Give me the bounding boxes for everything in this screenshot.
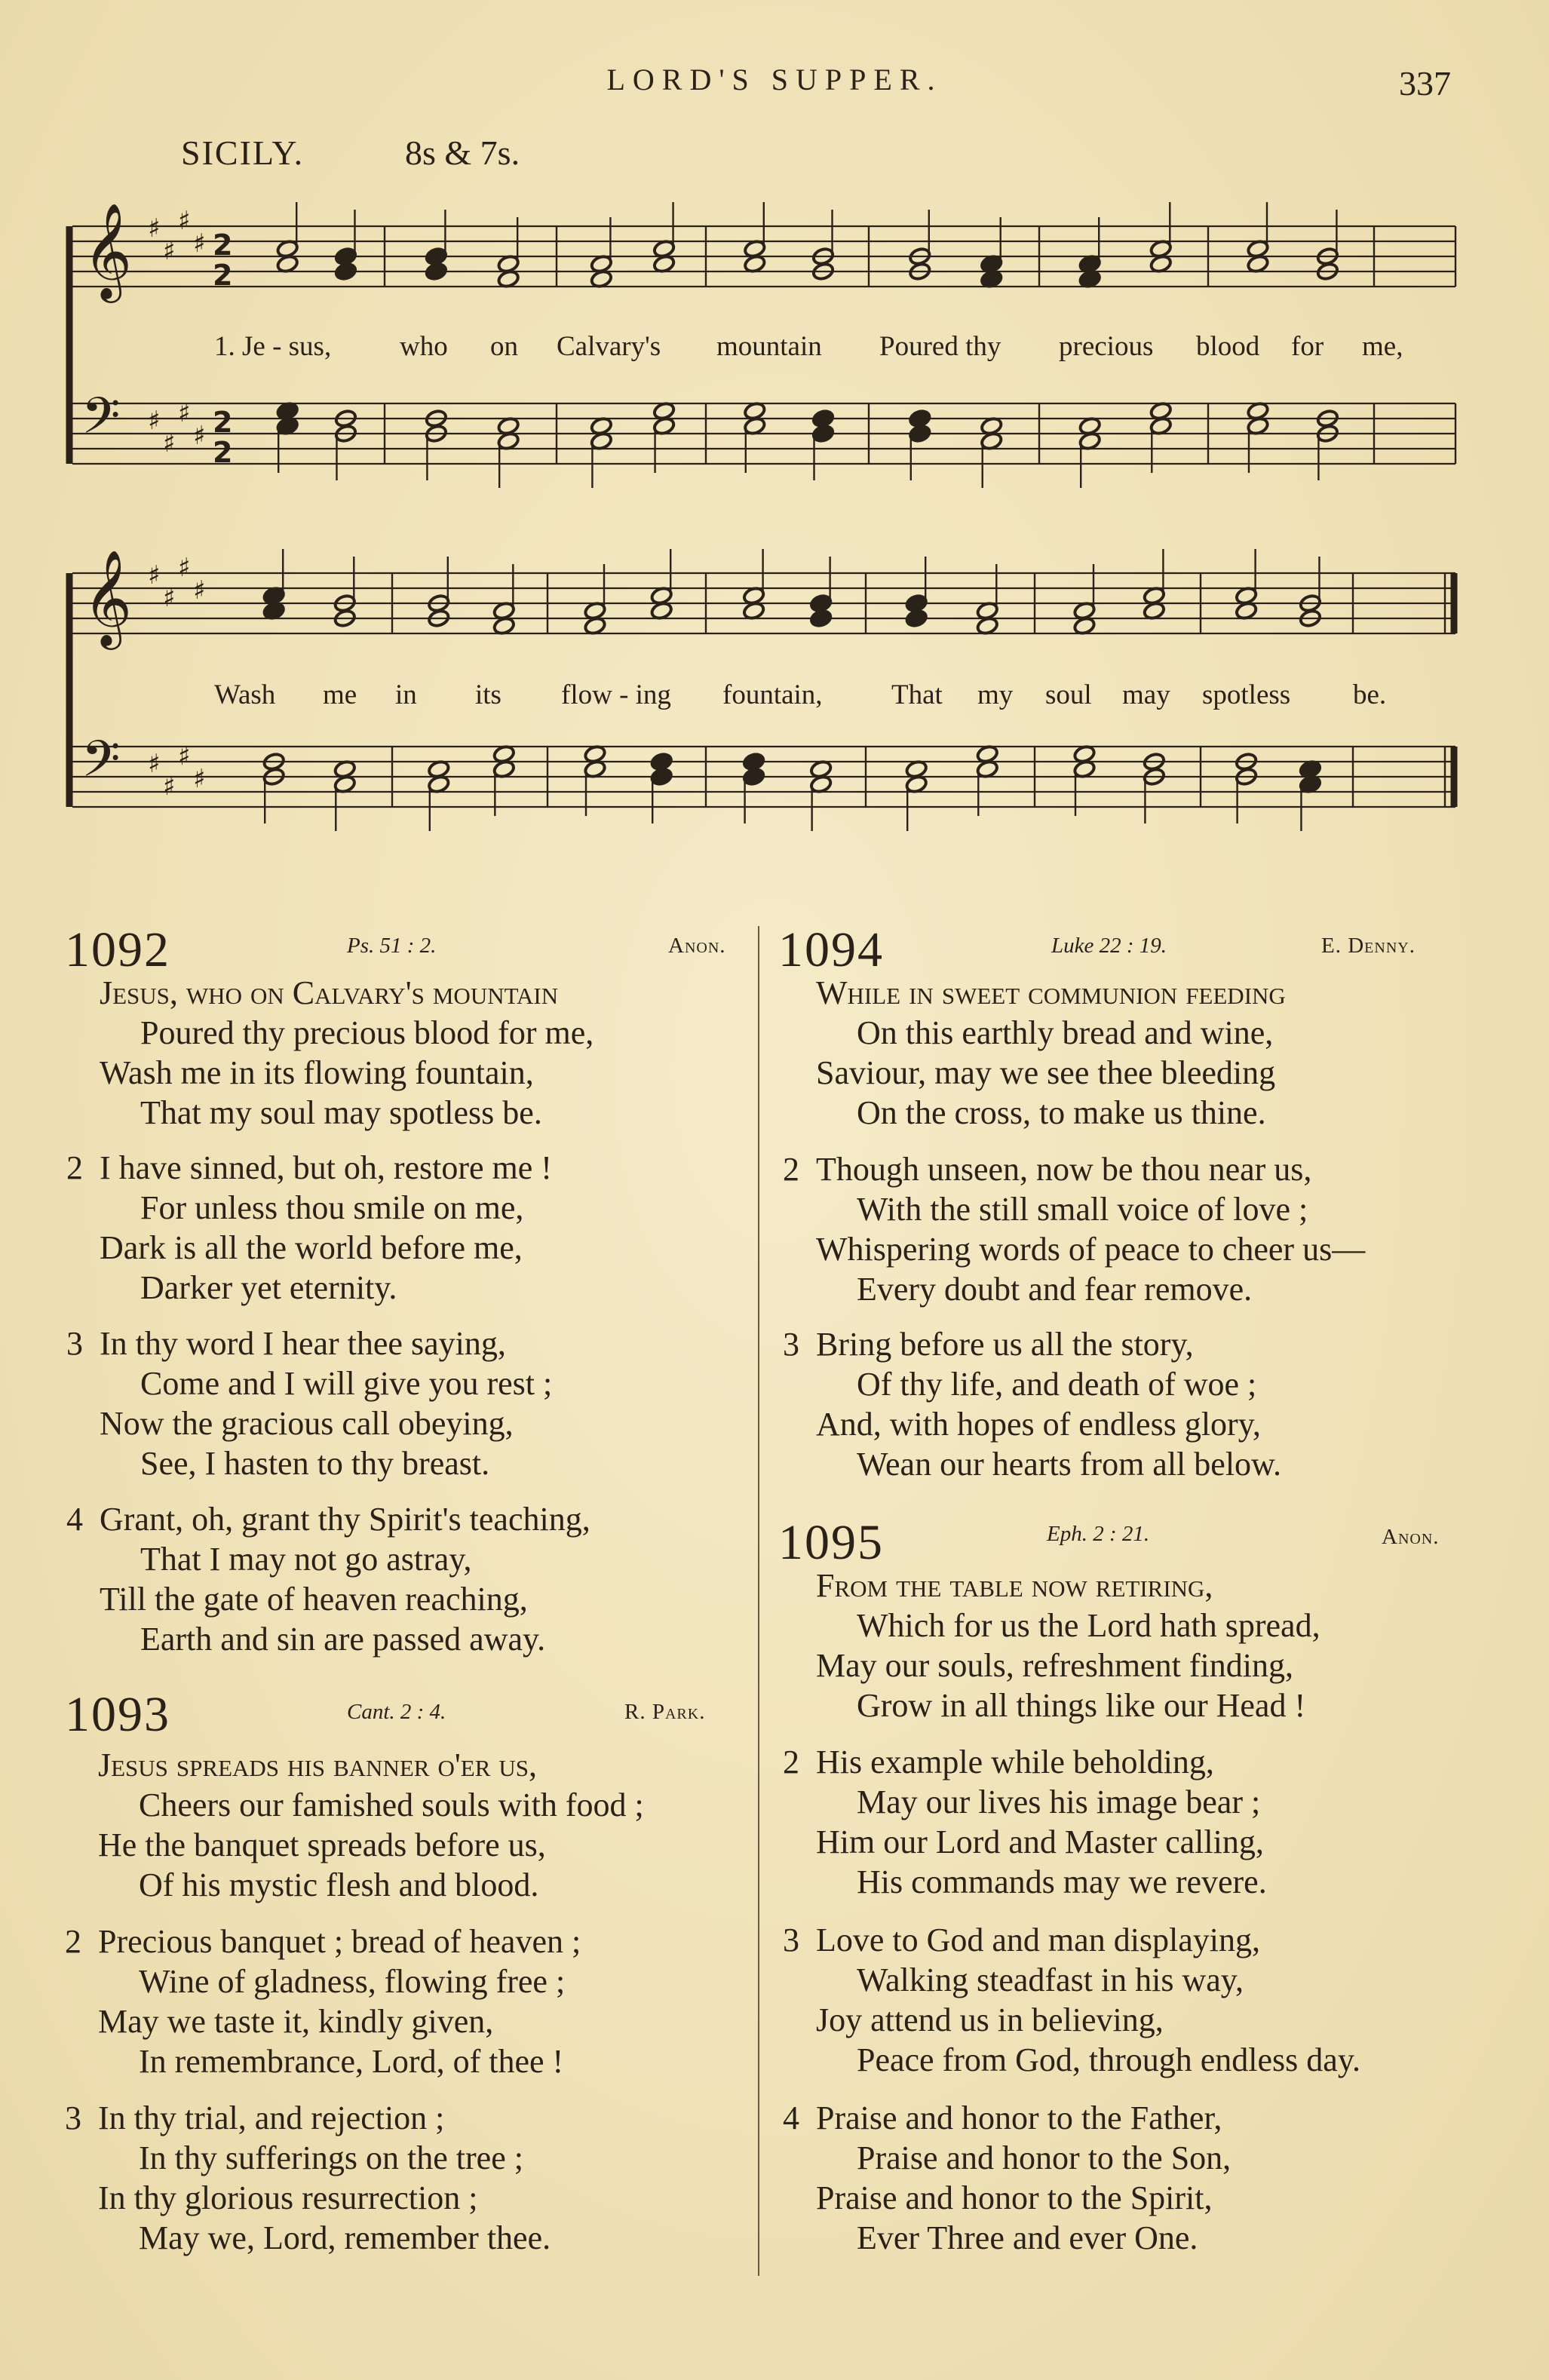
verse-number: 3 [783, 1326, 799, 1363]
verse-number: 2 [783, 1744, 799, 1780]
lyric-syllable: Wash [214, 679, 276, 710]
verse [783, 1742, 1267, 1902]
verse-line: Love to God and man displaying, [816, 1921, 1261, 1958]
verse-line: Though unseen, now be thou near us, [816, 1151, 1312, 1188]
sheet-music [0, 0, 1549, 860]
lyric-syllable: spotless [1202, 679, 1291, 710]
verse [65, 1921, 581, 2081]
verse [783, 1149, 1366, 1309]
lyric-syllable: blood [1196, 331, 1260, 362]
verse-line: Wean our hearts from all below. [857, 1446, 1281, 1483]
verse-line: His example while beholding, [816, 1744, 1214, 1780]
verse-line: With the still small voice of love ; [857, 1191, 1308, 1228]
verse-line: Now the gracious call obeying, [100, 1405, 514, 1442]
lyric-syllable: be. [1353, 679, 1387, 710]
lyric-syllable: Calvary's [557, 331, 661, 362]
time-signature-denominator: 2 [213, 436, 233, 469]
verse [66, 1499, 590, 1659]
sharp-sign-icon: ♯ [163, 583, 176, 613]
verse-line: Darker yet eternity. [140, 1269, 397, 1306]
verse-line: I have sinned, but oh, restore me ! [100, 1149, 552, 1186]
lyric-syllable: mountain [716, 331, 822, 362]
sharp-sign-icon: ♯ [163, 236, 176, 266]
lyric-syllable: on [490, 331, 518, 362]
verse [100, 973, 594, 1133]
verse-line: May our souls, refreshment finding, [816, 1647, 1293, 1684]
verse-line: Grant, oh, grant thy Spirit's teaching, [100, 1501, 590, 1538]
sharp-sign-icon: ♯ [193, 228, 206, 259]
verse-line: May we taste it, kindly given, [98, 2003, 494, 2040]
note-head [811, 424, 835, 443]
lyric-syllable: Poured thy [879, 331, 1001, 362]
verse-line: He the banquet spreads before us, [98, 1826, 546, 1863]
verse-line: Walking steadfast in his way, [857, 1961, 1244, 1998]
running-title: LORD'S SUPPER. [606, 63, 943, 97]
verse-line: Jesus, who on Calvary's mountain [100, 974, 559, 1011]
verse-line: Which for us the Lord hath spread, [857, 1607, 1320, 1644]
verse-number: 3 [66, 1325, 83, 1362]
verse [65, 2098, 551, 2258]
sharp-sign-icon: ♯ [178, 398, 191, 428]
verse-line: For unless thou smile on me, [140, 1189, 524, 1226]
note-head [809, 609, 833, 628]
time-signature-numerator: 2 [213, 228, 233, 262]
lyrics-line-1 [0, 330, 1549, 368]
scripture-reference: Cant. 2 : 4. [347, 1700, 446, 1724]
verse [66, 1323, 553, 1483]
verse-line: Earth and sin are passed away. [140, 1621, 546, 1658]
sharp-sign-icon: ♯ [193, 421, 206, 451]
verse-line: In remembrance, Lord, of thee ! [139, 2043, 564, 2080]
hymn-author: E. Denny. [1321, 934, 1416, 958]
verse-line: Wash me in its flowing fountain, [100, 1054, 534, 1091]
verse-line: Cheers our famished souls with food ; [139, 1787, 644, 1823]
column-divider [758, 926, 759, 2276]
verse-line: In thy glorious resurrection ; [98, 2179, 478, 2216]
verse-number: 4 [66, 1501, 83, 1538]
verse [98, 1745, 644, 1905]
lyric-syllable: me, [1362, 331, 1403, 362]
verse-line: May our lives his image bear ; [857, 1783, 1261, 1820]
verse [816, 973, 1286, 1133]
lyric-syllable: 1. Je - sus, [214, 331, 332, 362]
verse-line: Poured thy precious blood for me, [140, 1014, 594, 1051]
hymn-number: 1092 [65, 922, 170, 977]
hymn-author: Anon. [1382, 1525, 1440, 1549]
lyric-syllable: my [977, 679, 1014, 710]
verse-number: 3 [783, 1921, 799, 1958]
verse-line: Joy attend us in believing, [816, 2001, 1164, 2038]
scripture-reference: Ps. 51 : 2. [347, 934, 437, 958]
verse-line: Of his mystic flesh and blood. [139, 1866, 539, 1903]
verse-line: Praise and honor to the Son, [857, 2139, 1232, 2176]
verse-line: Him our Lord and Master calling, [816, 1823, 1264, 1860]
sharp-sign-icon: ♯ [178, 206, 191, 236]
verse-line: In thy trial, and rejection ; [98, 2099, 445, 2136]
verse-line: Ever Three and ever One. [857, 2219, 1198, 2256]
treble-clef-icon: 𝄞 [83, 549, 133, 646]
note-head [425, 262, 448, 281]
verse-line: And, with hopes of endless glory, [816, 1406, 1261, 1443]
verse-line: May we, Lord, remember thee. [139, 2219, 551, 2256]
verse-line: His commands may we revere. [857, 1863, 1267, 1900]
verse-line: From the table now retiring, [816, 1567, 1213, 1604]
sharp-sign-icon: ♯ [148, 560, 161, 590]
verse-line: That I may not go astray, [140, 1541, 472, 1578]
note-head [742, 767, 765, 787]
note-head [909, 424, 932, 443]
verse-line: Wine of gladness, flowing free ; [139, 1963, 566, 2000]
bass-clef-icon: 𝄢 [81, 730, 121, 800]
verse-line: On the cross, to make us thine. [857, 1094, 1266, 1131]
lyric-syllable: its [475, 679, 502, 710]
lyric-syllable: flow - ing [561, 679, 671, 710]
verse-line: Precious banquet ; bread of heaven ; [98, 1923, 581, 1960]
sharp-sign-icon: ♯ [148, 749, 161, 779]
note-head [334, 262, 357, 281]
verse-line: Till the gate of heaven reaching, [100, 1581, 528, 1618]
verse-line: Peace from God, through endless day. [857, 2041, 1360, 2078]
sharp-sign-icon: ♯ [178, 741, 191, 771]
tune-meter: 8s & 7s. [405, 133, 520, 172]
verse-line: On this earthly bread and wine, [857, 1014, 1274, 1051]
lyric-syllable: soul [1045, 679, 1092, 710]
verse [783, 1324, 1281, 1484]
note-head [905, 609, 928, 628]
verse-number: 2 [65, 1923, 81, 1960]
lyric-syllable: me [323, 679, 357, 710]
sharp-sign-icon: ♯ [163, 428, 176, 459]
sharp-sign-icon: ♯ [178, 553, 191, 583]
page-number: 337 [1399, 64, 1451, 103]
sharp-sign-icon: ♯ [148, 213, 161, 244]
verse-line: In thy sufferings on the tree ; [139, 2139, 523, 2176]
verse-line: Grow in all things like our Head ! [857, 1687, 1306, 1724]
verse-line: Dark is all the world before me, [100, 1229, 523, 1266]
sharp-sign-icon: ♯ [193, 764, 206, 794]
lyric-syllable: may [1122, 679, 1170, 710]
verse [783, 2098, 1232, 2258]
verse-number: 2 [66, 1149, 83, 1186]
verse-line: While in sweet communion feeding [816, 974, 1286, 1011]
treble-clef-icon: 𝄞 [83, 202, 133, 299]
hymn-number: 1095 [778, 1515, 884, 1570]
verse-line: Jesus spreads his banner o'er us, [98, 1747, 537, 1783]
verse-line: Come and I will give you rest ; [140, 1365, 553, 1402]
lyric-syllable: precious [1059, 331, 1154, 362]
verse-line: Of thy life, and death of woe ; [857, 1366, 1257, 1403]
lyric-syllable: who [400, 331, 448, 362]
verse-line: Bring before us all the story, [816, 1326, 1194, 1363]
note-head [650, 767, 673, 787]
verse-line: Every doubt and fear remove. [857, 1271, 1253, 1308]
verse-number: 4 [783, 2099, 799, 2136]
scripture-reference: Eph. 2 : 21. [1047, 1522, 1150, 1546]
verse-line: In thy word I hear thee saying, [100, 1325, 506, 1362]
verse-number: 2 [783, 1151, 799, 1188]
time-signature-numerator: 2 [213, 406, 233, 439]
tune-name: SICILY. [181, 133, 305, 172]
verse-line: See, I hasten to thy breast. [140, 1445, 490, 1482]
lyric-syllable: for [1291, 331, 1324, 362]
hymn-author: Anon. [668, 934, 726, 958]
verse-line: That my soul may spotless be. [140, 1094, 542, 1131]
bass-clef-icon: 𝄢 [81, 387, 121, 457]
verse [783, 1920, 1360, 2080]
lyrics-line-2 [0, 679, 1549, 716]
sharp-sign-icon: ♯ [193, 575, 206, 606]
sharp-sign-icon: ♯ [163, 771, 176, 802]
scripture-reference: Luke 22 : 19. [1051, 934, 1167, 958]
hymn-number: 1093 [65, 1687, 170, 1742]
verse-line: Whispering words of peace to cheer us— [816, 1231, 1366, 1268]
verse-line: Saviour, may we see thee bleeding [816, 1054, 1276, 1091]
verse [816, 1566, 1320, 1725]
verse [66, 1148, 552, 1308]
lyric-syllable: That [891, 679, 943, 710]
lyric-syllable: fountain, [722, 679, 823, 710]
sharp-sign-icon: ♯ [148, 406, 161, 436]
lyric-syllable: in [395, 679, 417, 710]
hymn-author: R. Park. [624, 1700, 706, 1724]
time-signature-denominator: 2 [213, 259, 233, 292]
verse-line: Praise and honor to the Father, [816, 2099, 1222, 2136]
verse-line: Praise and honor to the Spirit, [816, 2179, 1213, 2216]
verse-number: 3 [65, 2099, 81, 2136]
hymn-number: 1094 [778, 922, 884, 977]
